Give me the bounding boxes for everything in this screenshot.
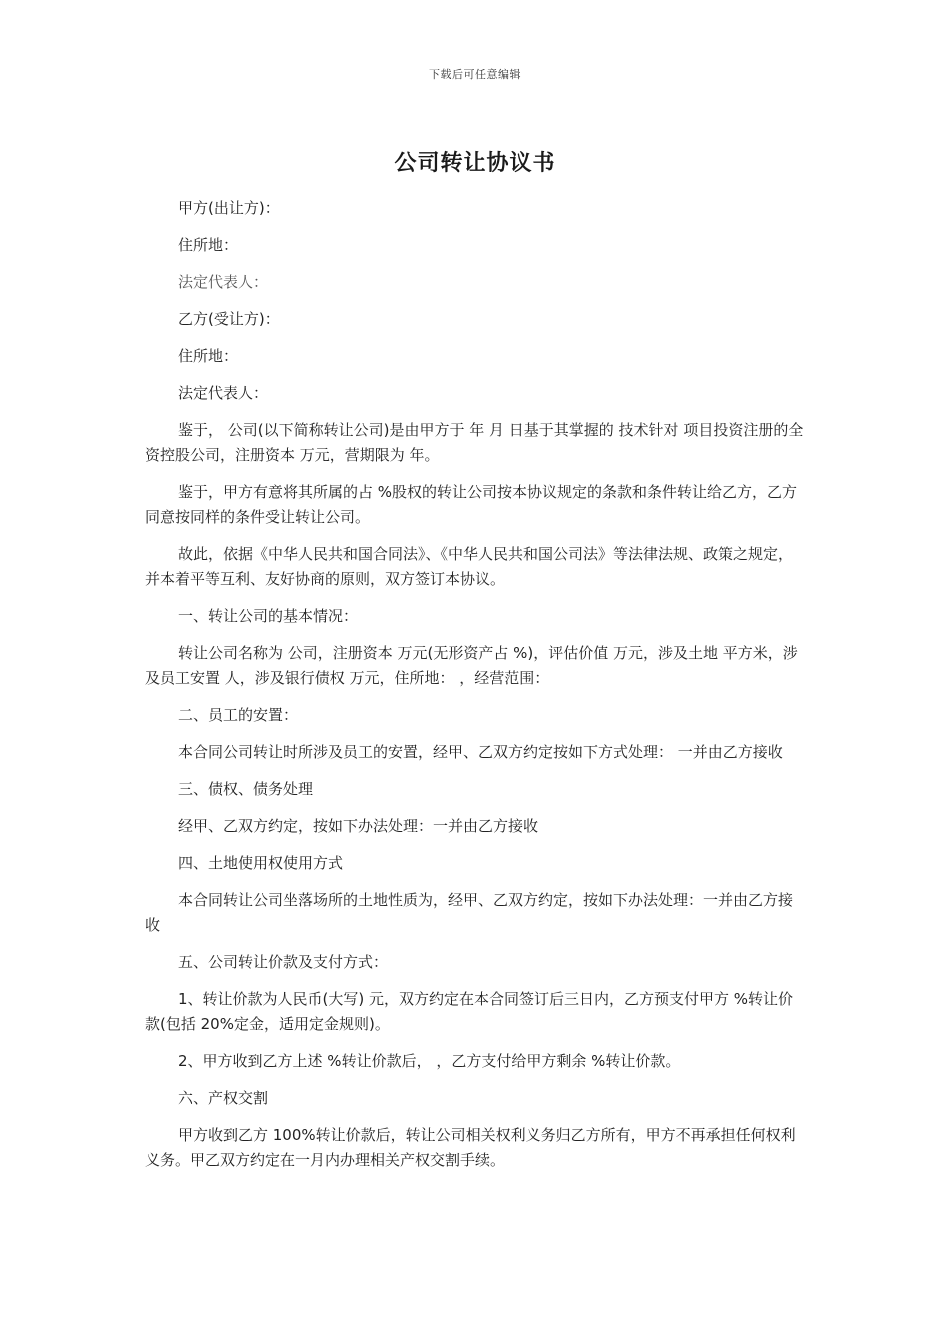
section-5-heading: 五、公司转让价款及支付方式： (178, 953, 389, 971)
party-a-representative: 法定代表人： (178, 273, 269, 291)
section-6-body: 甲方收到乙方 100%转让价款后，转让公司相关权利义务归乙方所有，甲方不再承担任何权利义务。甲乙双方约定在一月内办理相关产权交割手续。 (145, 1126, 796, 1169)
page-header-note: 下载后可任意编辑 (429, 68, 521, 81)
section-5-item-2: 2、甲方收到乙方上述 %转让价款后， ，乙方支付给甲方剩余 %转让价款。 (178, 1052, 681, 1070)
party-b-representative: 法定代表人： (178, 384, 269, 402)
party-a-address: 住所地： (178, 236, 239, 254)
section-2-body: 本合同公司转让时所涉及员工的安置，经甲、乙双方约定按如下方式处理： 一并由乙方接收 (178, 743, 783, 761)
section-3-body: 经甲、乙双方约定，按如下办法处理：一并由乙方接收 (178, 817, 539, 835)
section-6-heading: 六、产权交割 (178, 1089, 269, 1107)
party-b-address: 住所地： (178, 347, 239, 365)
party-a-label: 甲方(出让方)： (178, 199, 280, 217)
document-body (145, 196, 807, 1185)
party-b-label: 乙方(受让方)： (178, 310, 280, 328)
recital-1: 鉴于， 公司(以下简称转让公司)是由甲方于 年 月 日基于其掌握的 技术针对 项目投资注册的全资控股公司，注册资本 万元，营期限为 年。 (145, 421, 804, 464)
section-3-heading: 三、债权、债务处理 (178, 780, 314, 798)
recital-2: 鉴于，甲方有意将其所属的占 %股权的转让公司按本协议规定的条款和条件转让给乙方，乙方同意按同样的条件受让转让公司。 (145, 483, 798, 526)
document-title: 公司转让协议书 (394, 151, 556, 176)
section-5-item-1: 1、转让价款为人民币(大写) 元，双方约定在本合同签订后三日内，乙方预支付甲方 %转让价款(包括 20%定金，适用定金规则)。 (145, 990, 794, 1033)
section-4-heading: 四、土地使用权使用方式 (178, 854, 344, 872)
section-2-heading: 二、员工的安置： (178, 706, 299, 724)
section-1-body: 转让公司名称为 公司，注册资本 万元(无形资产占 %)，评估价值 万元，涉及土地 平方米，涉及员工安置 人，涉及银行债权 万元，住所地： ，经营范围： (145, 644, 798, 687)
section-1-heading: 一、转让公司的基本情况： (178, 607, 359, 625)
recital-3: 故此，依据《中华人民共和国合同法》、《中华人民共和国公司法》等法律法规、政策之规定，并本着平等互利、友好协商的原则，双方签订本协议。 (145, 545, 794, 588)
section-4-body: 本合同转让公司坐落场所的土地性质为，经甲、乙双方约定，按如下办法处理：一并由乙方接收 (145, 891, 794, 934)
